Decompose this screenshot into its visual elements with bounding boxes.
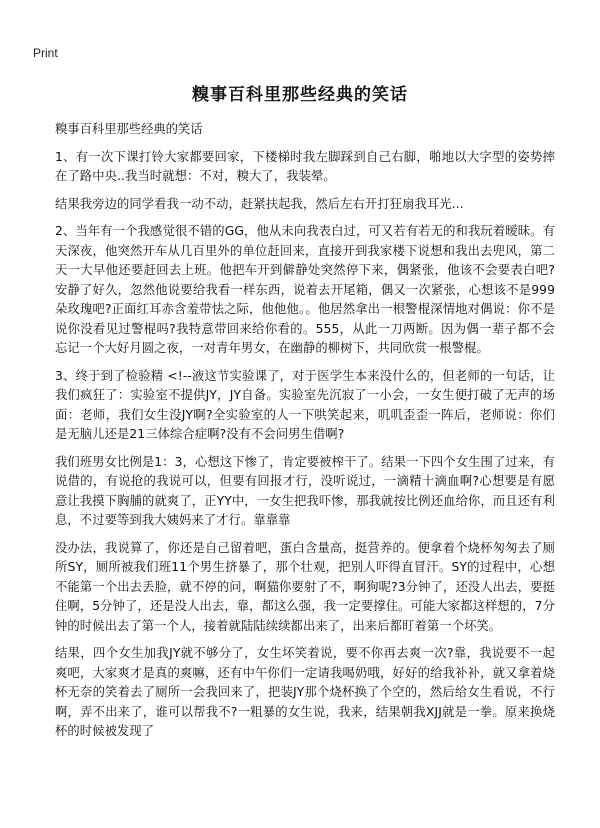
paragraph-7: 结果，四个女生加我JY就不够分了，女生坏笑着说，要不你再去爽一次?靠，我说要不一起爽吧，大家爽才是真的爽嘛，还有中午你们一定请我喝奶哦，好好的给我补补，就又拿着烧杯无奈的笑着去了厕所一会我回来了，把装JY那个烧杯换了个空的，然后给女生看说，不行啊，弄不出来了，谁可以帮我不?一粗暴的女生说，我来，结果朝我XJJ就是一拳。原来换烧杯的时候被发现了 [55,646,555,738]
article-subtitle: 糗事百科里那些经典的笑话 [55,122,203,136]
paragraph-2: 结果我旁边的同学看我一动不动，赶紧扶起我，然后左右开打狂扇我耳光... [55,196,464,211]
print-link[interactable]: Print [33,46,58,60]
paragraph-6: 没办法，我说算了，你还是自己留着吧，蛋白含量高，挺营养的。便拿着个烧杯匆匆去了厕所SY，厕所被我们班11个男生挤暴了，那个壮观，把别人吓得直冒汗。SY的过程中，心想不能第一个出去丢脸，就不停的问，啊猫你要射了不，啊狗呢?3分钟了，还没人出去，要挺住啊，5分钟了，还是没人出去，靠，都这么强，我一定要撑住。可能大家都这样想的，7分钟的时候出去了第一个人，接着就陆陆续续都出来了，出来后都盯着第一个坏笑。 [55,540,555,633]
paragraph-4: 3、终于到了检验精 <!--液这节实验课了，对于医学生本来没什么的，但老师的一句话，让我们疯狂了：实验室不提供JY，JY自备。实验室先沉寂了一小会，一女生便打破了无声的场面：老师，我们女生没JY啊?全实验室的人一下哄笑起来，叽叽歪歪一阵后，老师说：你们是无脑儿还是21三体综合症啊?没有不会问男生借啊? [55,368,555,441]
paragraph-3: 2、当年有一个我感觉很不错的GG，他从未向我表白过，可又若有若无的和我玩着暧昧。有天深夜，他突然开车从几百里外的单位赶回来，直接开到我家楼下说想和我出去兜风，第二天一大早他还要赶回去上班。他把车开到僻静处突然停下来，偶紧张，他该不会要表白吧?安静了好久，忽然他说要给我看一样东西，说着去开尾箱，偶又一次紧张，心想该不是999朵玫瑰吧?正面红耳赤含羞带怯之际，他他他。。他居然拿出一根警棍深情地对偶说：你不是说你没看见过警棍吗?我特意带回来给你看的。555，从此一刀两断。因为偶一辈子都不会忘记一个大好月圆之夜，一对青年男女，在幽静的柳树下，共同欣赏一根警棍。 [55,224,555,355]
paragraph-1: 1、有一次下课打铃大家都要回家，下楼梯时我左脚踩到自己右脚，啪地以大字型的姿势摔在了路中央..我当时就想：不对，糗大了，我装晕。 [55,149,555,183]
paragraph-5: 我们班男女比例是1：3，心想这下惨了，肯定要被榨干了。结果一下四个女生围了过来，有说借的，有说抢的我说可以，但要有回报才行，没听说过，一滴精十滴血啊?心想要是有愿意让我摸下胸脯的就爽了，正YY中，一女生把我吓惨，那我就按比例还血给你，而且还有利息，不过要等到我大姨妈来了才行。靠靠靠 [55,454,555,527]
page-title: 糗事百科里那些经典的笑话 [192,85,408,105]
article-body [55,120,555,750]
